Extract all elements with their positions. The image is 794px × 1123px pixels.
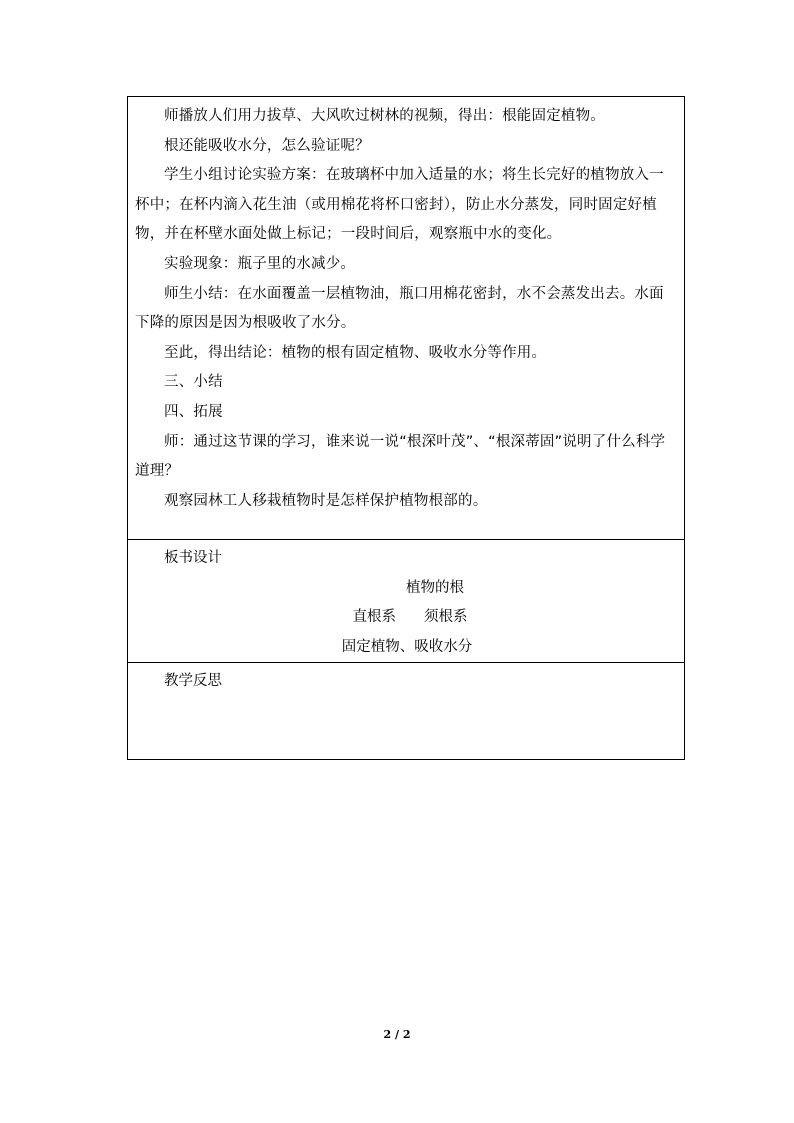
- board-root-types: [135, 603, 677, 633]
- teaching-reflection-heading: 教学反思: [164, 673, 222, 690]
- lesson-paragraph: 师生小结：在水面覆盖一层植物油，瓶口用棉花密封，水不会蒸发出去。水面下降的原因是因为根吸收了水分。: [135, 285, 664, 332]
- lesson-paragraph: 师：通过这节课的学习，谁来说一说“根深叶茂”、“根深蒂固”说明了什么科学道理？: [135, 433, 666, 480]
- lesson-process-content: [128, 97, 684, 516]
- board-root-type-taproot: 直根系: [352, 609, 396, 626]
- teaching-reflection-content: [128, 663, 684, 697]
- lesson-paragraph: 根还能吸收水分，怎么验证呢？: [164, 137, 370, 154]
- section-heading-extension: 四、拓展: [164, 403, 223, 420]
- board-design-cell: [128, 540, 685, 663]
- board-functions: 固定植物、吸收水分: [341, 638, 473, 655]
- lesson-paragraph: 师播放人们用力拔草、大风吹过树林的视频，得出：根能固定植物。: [164, 108, 605, 124]
- teaching-reflection-cell: [128, 663, 685, 760]
- board-design-heading: 板书设计: [164, 550, 222, 566]
- section-heading-summary: 三、小结: [164, 374, 223, 391]
- board-design-content: [128, 540, 684, 662]
- board-title: 植物的根: [406, 579, 464, 596]
- lesson-paragraph: 实验现象：瓶子里的水减少。: [164, 255, 356, 272]
- lesson-paragraph: 观察园林工人移栽植物时是怎样保护植物根部的。: [164, 492, 488, 509]
- lesson-process-cell: [128, 97, 685, 540]
- board-root-type-fibrous: 须根系: [424, 609, 468, 626]
- lesson-paragraph: 学生小组讨论实验方案：在玻璃杯中加入适量的水；将生长完好的植物放入一杯中；在杯内滴入花生油（或用棉花将杯口密封），防止水分蒸发，同时固定好植物，并在杯壁水面处做上标记；一段时间后，观察瓶中水的变化。: [135, 167, 664, 243]
- lesson-plan-table: [127, 96, 685, 760]
- page-number: 2 / 2: [383, 1028, 411, 1041]
- lesson-paragraph: 至此，得出结论：植物的根有固定植物、吸收水分等作用。: [164, 344, 547, 361]
